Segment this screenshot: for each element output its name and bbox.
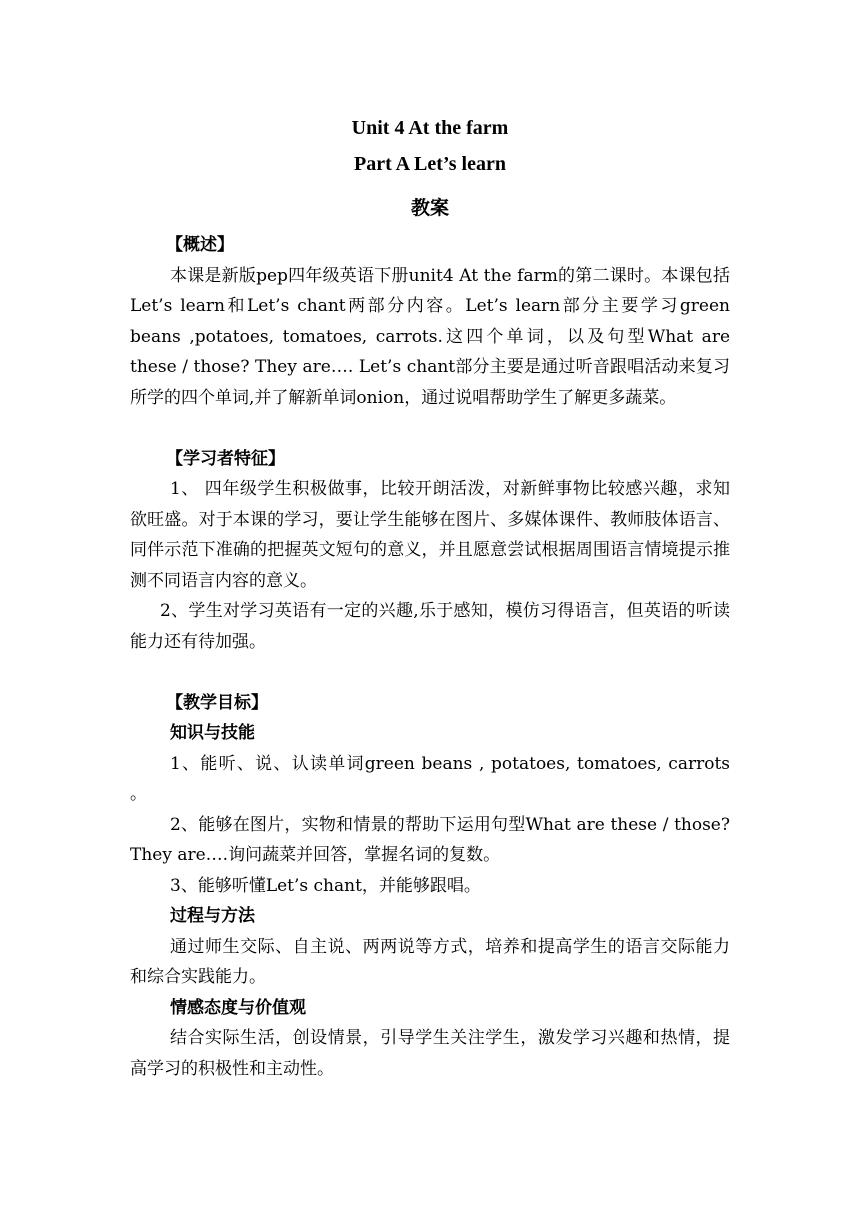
- lesson-plan-title: 教案: [410, 197, 449, 219]
- overview-heading: 【概述】: [166, 235, 234, 255]
- knowledge-item-1: 1、能听、说、认读单词green beans , potatoes, tomatoes, carrots 。: [130, 753, 730, 804]
- part-title: Part A Let’s learn: [353, 153, 506, 175]
- goals-heading: 【教学目标】: [166, 692, 268, 713]
- attitude-values-text: 结合实际生活，创设情景，引导学生关注学生，激发学习兴趣和热情，提高学习的积极性和主动性。: [130, 1028, 730, 1079]
- overview-text: 本课是新版pep四年级英语下册unit4 At the farm的第二课时。本课包括Let’s learn和Let’s chant两部分内容。Let’s learn部分主要学习green beans ,potatoes, tomatoes, carrots.这四个单词，以及句型What are these / those? They are…. Let’s chant部分主要是通过听音跟唱活动来复习所学的四个单词,并了解新单词onion，通过说唱帮助学生了解更多蔬菜。: [130, 265, 730, 408]
- knowledge-item-3: 3、能够听懂Let’s chant，并能够跟唱。: [170, 875, 481, 896]
- spacer: [130, 413, 730, 444]
- learners-paragraph-1: 1、 四年级学生积极做事，比较开朗活泼，对新鲜事物比较感兴趣，求知欲旺盛。对于本课的学习，要让学生能够在图片、多媒体课件、教师肢体语言、同伴示范下准确的把握英文短句的意义，并且愿意尝试根据周围语言情境提示推测不同语言内容的意义。: [130, 479, 730, 591]
- learners-paragraph-2: 2、学生对学习英语有一定的兴趣,乐于感知，模仿习得语言，但英语的听读能力还有待加强。: [130, 601, 730, 652]
- attitude-values-heading: 情感态度与价值观: [170, 997, 306, 1018]
- spacer: [130, 657, 730, 688]
- document-page: [130, 110, 730, 1084]
- learners-heading: 【学习者特征】: [166, 448, 285, 469]
- process-methods-heading: 过程与方法: [170, 906, 255, 926]
- knowledge-item-2: 2、能够在图片，实物和情景的帮助下运用句型What are these / those? They are….询问蔬菜并回答，掌握名词的复数。: [130, 814, 730, 865]
- process-methods-text: 通过师生交际、自主说、两两说等方式，培养和提高学生的语言交际能力和综合实践能力。: [130, 936, 730, 987]
- unit-title: Unit 4 At the farm: [351, 117, 509, 139]
- knowledge-skills-heading: 知识与技能: [170, 723, 255, 743]
